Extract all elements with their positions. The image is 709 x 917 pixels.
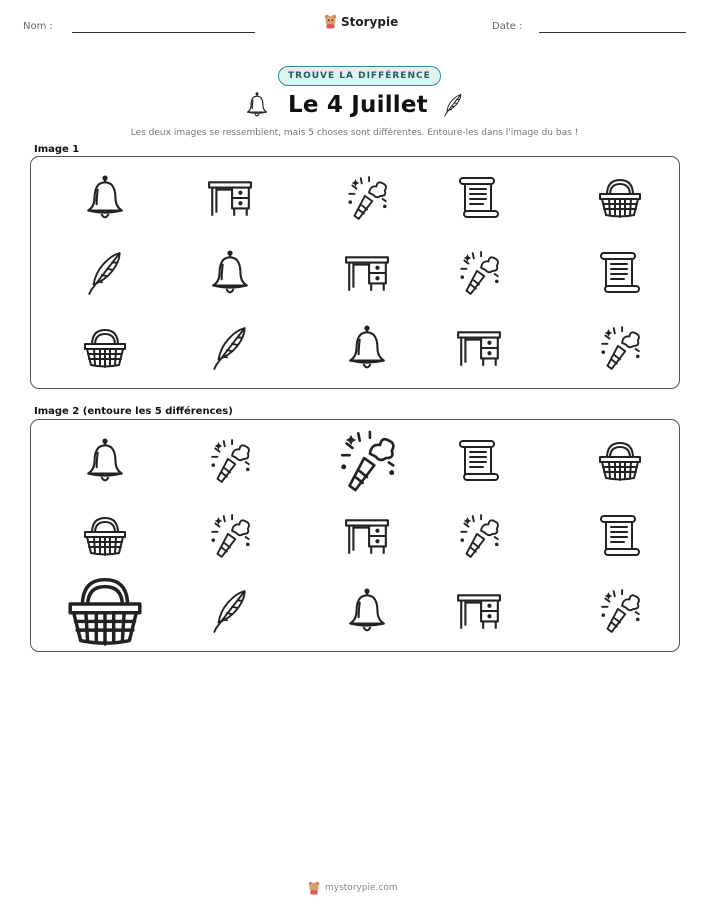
title-bell-icon	[245, 92, 269, 122]
desk-icon	[207, 175, 253, 221]
brand-logo	[324, 14, 398, 29]
brand-name: Storypie	[341, 14, 399, 29]
bell-icon	[82, 175, 128, 221]
desk-icon[interactable]	[456, 588, 502, 634]
bell-icon[interactable]	[82, 438, 128, 484]
image1-panel	[30, 156, 680, 389]
firework-icon	[597, 325, 643, 371]
title-quill-icon	[442, 92, 464, 122]
scroll-icon[interactable]	[597, 513, 643, 559]
name-line[interactable]	[72, 32, 255, 33]
basket-icon	[82, 325, 128, 371]
scroll-icon[interactable]	[456, 438, 502, 484]
basket-icon	[597, 175, 643, 221]
bear-mascot-icon	[324, 14, 337, 29]
footer	[308, 881, 398, 895]
firework-icon[interactable]	[207, 513, 253, 559]
scroll-icon	[456, 175, 502, 221]
firework-icon[interactable]	[207, 438, 253, 484]
bell-icon[interactable]	[344, 588, 390, 634]
footer-bear-icon	[308, 881, 320, 895]
desk-icon	[344, 250, 390, 296]
activity-badge: TROUVE LA DIFFÉRENCE	[278, 66, 441, 86]
quill-icon	[82, 250, 128, 296]
desk-icon[interactable]	[344, 513, 390, 559]
bell-icon	[207, 250, 253, 296]
firework-icon[interactable]	[597, 588, 643, 634]
basket-icon[interactable]	[65, 571, 145, 651]
firework-icon[interactable]	[456, 513, 502, 559]
scroll-icon	[597, 250, 643, 296]
footer-url: mystorypie.com	[325, 883, 398, 893]
desk-icon	[456, 325, 502, 371]
firework-icon	[456, 250, 502, 296]
quill-icon	[207, 325, 253, 371]
image2-label: Image 2 (entoure les 5 différences)	[34, 406, 233, 417]
quill-icon[interactable]	[207, 588, 253, 634]
date-label: Date :	[492, 21, 523, 32]
instructions: Les deux images se ressemblent, mais 5 choses sont différentes. Entoure-les dans l'image du bas !	[130, 128, 579, 138]
firework-icon	[344, 175, 390, 221]
basket-icon[interactable]	[597, 438, 643, 484]
bell-icon	[344, 325, 390, 371]
date-line[interactable]	[539, 32, 686, 33]
page-title: Le 4 Juillet	[288, 92, 428, 118]
basket-icon[interactable]	[82, 513, 128, 559]
firework-icon[interactable]	[335, 429, 399, 493]
image1-label: Image 1	[34, 144, 80, 155]
image2-panel[interactable]	[30, 419, 680, 652]
name-label: Nom :	[23, 21, 53, 32]
